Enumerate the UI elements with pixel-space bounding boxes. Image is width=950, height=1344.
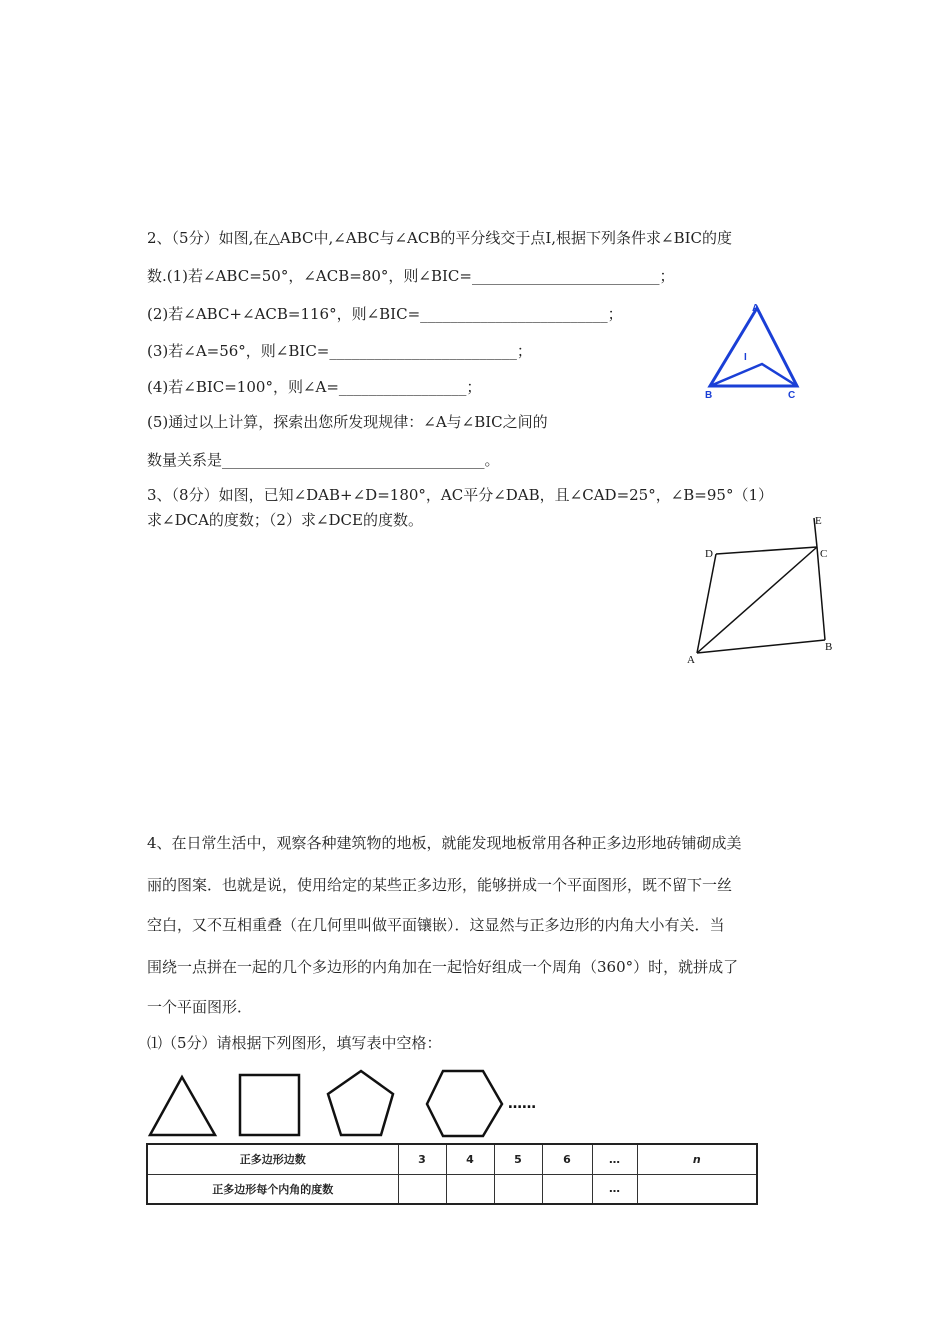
table-cell: … (592, 1144, 637, 1174)
q2-triangle-figure (700, 298, 810, 404)
q2-line-4: (3)若∠A=56°，则∠BIC=_________________________； (147, 342, 532, 360)
table-cell[interactable] (398, 1174, 446, 1204)
hexagon-shape (427, 1071, 502, 1136)
q2-line-7: 数量关系是___________________________________。 (147, 451, 500, 469)
regular-polygons-figure (140, 1064, 560, 1142)
q4-paragraph-line-5: 一个平面图形． (147, 998, 253, 1016)
table-cell[interactable] (542, 1174, 592, 1204)
q3-label-b: B (825, 641, 833, 653)
table-cell: n (637, 1144, 757, 1174)
q2-line-5: (4)若∠BIC=100°，则∠A=_________________； (147, 378, 482, 396)
q3-label-d: D (705, 548, 713, 560)
table-cell: 5 (494, 1144, 542, 1174)
q2-label-c: C (788, 390, 796, 401)
q2-line-2: 数.(1)若∠ABC=50°，∠ACB=80°，则∠BIC=_________________________； (147, 267, 675, 285)
table-header-cell: 正多边形边数 (147, 1144, 398, 1174)
q4-paragraph-line-3: 空白，又不互相重叠（在几何里叫做平面镶嵌）．这显然与正多边形的内角大小有关．当 (147, 916, 725, 934)
q3-line-1: 3、（8分）如图，已知∠DAB+∠D=180°，AC平分∠DAB，且∠CAD=25°，∠B=95°（1） (147, 486, 774, 504)
q2-line-6: (5)通过以上计算，探索出您所发现规律：∠A与∠BIC之间的 (147, 413, 548, 431)
q3-quadrilateral-figure (680, 510, 840, 670)
q2-label-b: B (705, 390, 713, 401)
table-cell[interactable] (446, 1174, 494, 1204)
table-cell[interactable] (637, 1174, 757, 1204)
table-cell: 3 (398, 1144, 446, 1174)
table-row (147, 1144, 757, 1174)
polygon-angle-table (146, 1143, 758, 1205)
q2-label-a: A (752, 303, 760, 314)
pentagon-shape (328, 1071, 393, 1135)
polygons-ellipsis: …… (508, 1096, 536, 1112)
q4-paragraph-line-1: 4、在日常生活中，观察各种建筑物的地板，就能发现地板常用各种正多边形地砖铺砌成美 (147, 834, 742, 852)
q2-line-1: 2、（5分）如图,在△ABC中,∠ABC与∠ACB的平分线交于点I,根据下列条件求∠BIC的度 (147, 229, 733, 247)
table-cell[interactable] (494, 1174, 542, 1204)
q3-label-c: C (820, 548, 828, 560)
table-header-cell: 正多边形每个内角的度数 (147, 1174, 398, 1204)
q2-label-i: I (744, 352, 747, 363)
q2-line-3: (2)若∠ABC+∠ACB=116°，则∠BIC=_________________________； (147, 305, 623, 323)
table-cell: 4 (446, 1144, 494, 1174)
q4-subquestion-1: ⑴（5分）请根据下列图形，填写表中空格： (147, 1034, 442, 1052)
q3-label-a: A (687, 654, 695, 666)
q2-triangle-shape (710, 308, 797, 386)
square-shape (240, 1075, 299, 1135)
table-row (147, 1174, 757, 1204)
q3-line-2: 求∠DCA的度数；（2）求∠DCE的度数。 (147, 511, 423, 529)
q4-paragraph-line-4: 围绕一点拼在一起的几个多边形的内角加在一起恰好组成一个周角（360°）时，就拼成了 (147, 958, 739, 976)
table-cell: 6 (542, 1144, 592, 1174)
table-cell: … (592, 1174, 637, 1204)
q4-paragraph-line-2: 丽的图案．也就是说，使用给定的某些正多边形，能够拼成一个平面图形，既不留下一丝 (147, 876, 733, 894)
q3-label-e: E (815, 515, 822, 527)
triangle-shape (150, 1077, 215, 1135)
q3-quadrilateral-shape (697, 518, 828, 653)
